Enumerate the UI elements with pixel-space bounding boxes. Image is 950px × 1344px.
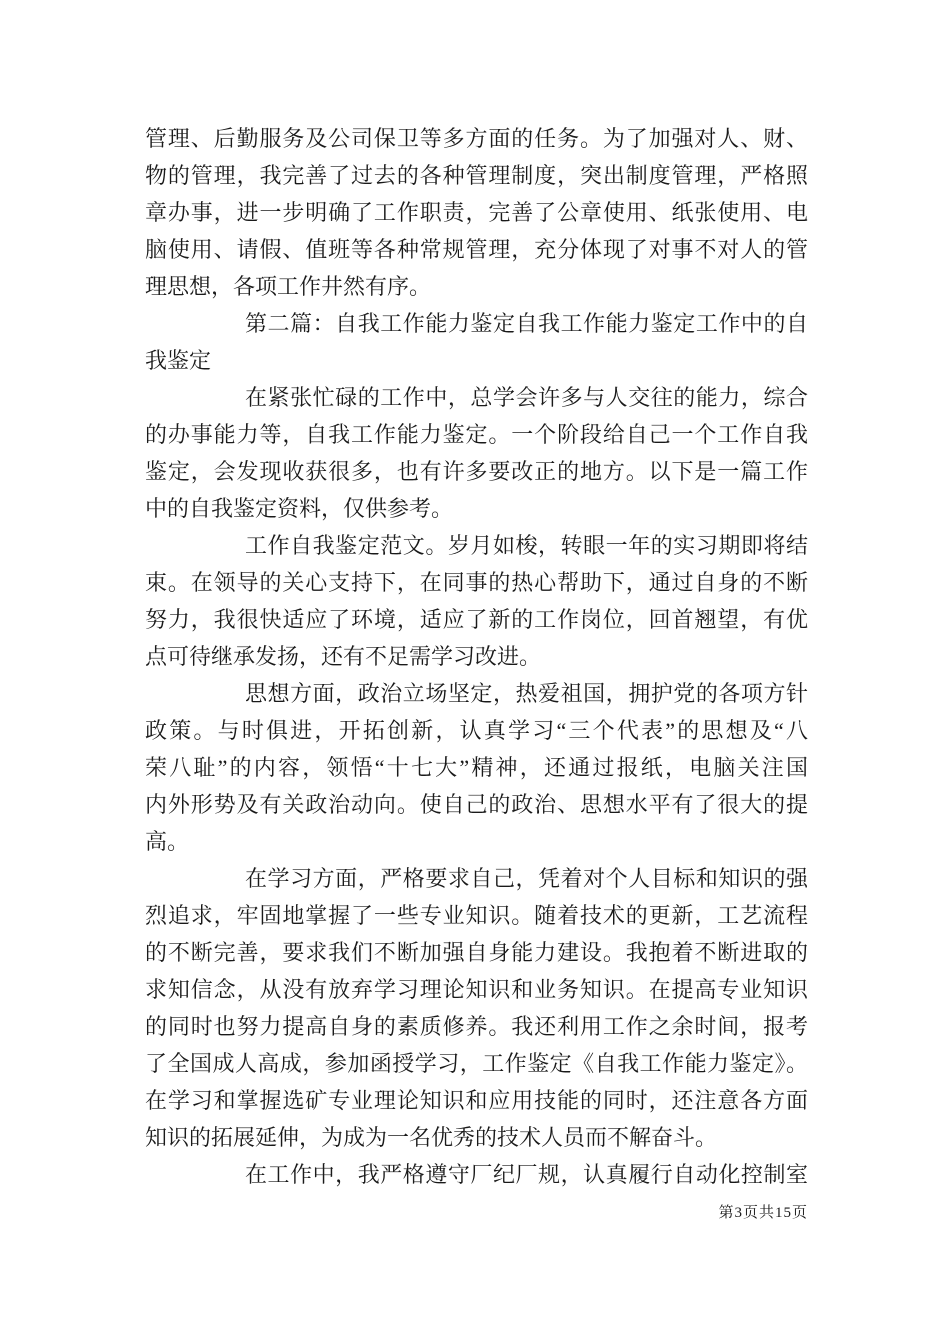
text-line: 管理、后勤服务及公司保卫等多方面的任务。为了加强对人、财、 xyxy=(145,126,808,151)
text-line: 知识的拓展延伸，为成为一名优秀的技术人员而不解奋斗。 xyxy=(145,1125,718,1150)
text-line: 章办事，进一步明确了工作职责，完善了公章使用、纸张使用、电 xyxy=(145,200,808,225)
text-line: 内外形势及有关政治动向。使自己的政治、思想水平有了很大的提 xyxy=(145,792,808,817)
paragraph xyxy=(145,527,808,675)
text-line: 求知信念，从没有放弃学习理论知识和业务知识。在提高专业知识 xyxy=(145,977,808,1002)
text-line: 物的管理，我完善了过去的各种管理制度，突出制度管理，严格照 xyxy=(145,163,808,188)
text-line: 烈追求，牢固地掌握了一些专业知识。随着技术的更新，工艺流程 xyxy=(145,903,808,928)
page-number-footer: 第3页共15页 xyxy=(718,1205,808,1221)
text-line: 脑使用、请假、值班等各种常规管理，充分体现了对事不对人的管 xyxy=(145,237,808,262)
text-line: 政策。与时俱进，开拓创新，认真学习“三个代表”的思想及“八 xyxy=(145,718,808,743)
body-text xyxy=(145,120,808,1193)
text-line: 高。 xyxy=(145,829,190,854)
text-line: 在工作中，我严格遵守厂纪厂规，认真履行自动化控制室 xyxy=(245,1162,808,1187)
section-heading xyxy=(145,305,808,379)
text-line: 工作自我鉴定范文。岁月如梭，转眼一年的实习期即将结 xyxy=(245,533,808,558)
text-line: 思想方面，政治立场坚定，热爱祖国，拥护党的各项方针 xyxy=(245,681,808,706)
text-line: 的同时也努力提高自身的素质修养。我还利用工作之余时间，报考 xyxy=(145,1014,808,1039)
text-line: 点可待继承发扬，还有不足需学习改进。 xyxy=(145,644,542,669)
paragraph xyxy=(145,1156,808,1193)
text-line: 第二篇：自我工作能力鉴定自我工作能力鉴定工作中的自 xyxy=(245,311,808,336)
text-line: 的办事能力等，自我工作能力鉴定。一个阶段给自己一个工作自我 xyxy=(145,422,808,447)
text-line: 在紧张忙碌的工作中，总学会许多与人交往的能力，综合 xyxy=(245,385,808,410)
text-line: 努力，我很快适应了环境，适应了新的工作岗位，回首翘望，有优 xyxy=(145,607,808,632)
text-line: 在学习和掌握选矿专业理论知识和应用技能的同时，还注意各方面 xyxy=(145,1088,808,1113)
paragraph xyxy=(145,675,808,860)
text-line: 的不断完善，要求我们不断加强自身能力建设。我抱着不断进取的 xyxy=(145,940,808,965)
text-line: 了全国成人高成，参加函授学习，工作鉴定《自我工作能力鉴定》。 xyxy=(145,1051,808,1076)
paragraph xyxy=(145,120,808,305)
text-line: 中的自我鉴定资料，仅供参考。 xyxy=(145,496,454,521)
text-line: 鉴定，会发现收获很多，也有许多要改正的地方。以下是一篇工作 xyxy=(145,459,808,484)
text-line: 荣八耻”的内容，领悟“十七大”精神，还通过报纸，电脑关注国 xyxy=(145,755,808,780)
text-line: 在学习方面，严格要求自己，凭着对个人目标和知识的强 xyxy=(245,866,808,891)
paragraph xyxy=(145,379,808,527)
text-line: 束。在领导的关心支持下，在同事的热心帮助下，通过自身的不断 xyxy=(145,570,808,595)
text-line: 我鉴定 xyxy=(145,348,212,373)
text-line: 理思想，各项工作井然有序。 xyxy=(145,274,432,299)
paragraph xyxy=(145,860,808,1156)
